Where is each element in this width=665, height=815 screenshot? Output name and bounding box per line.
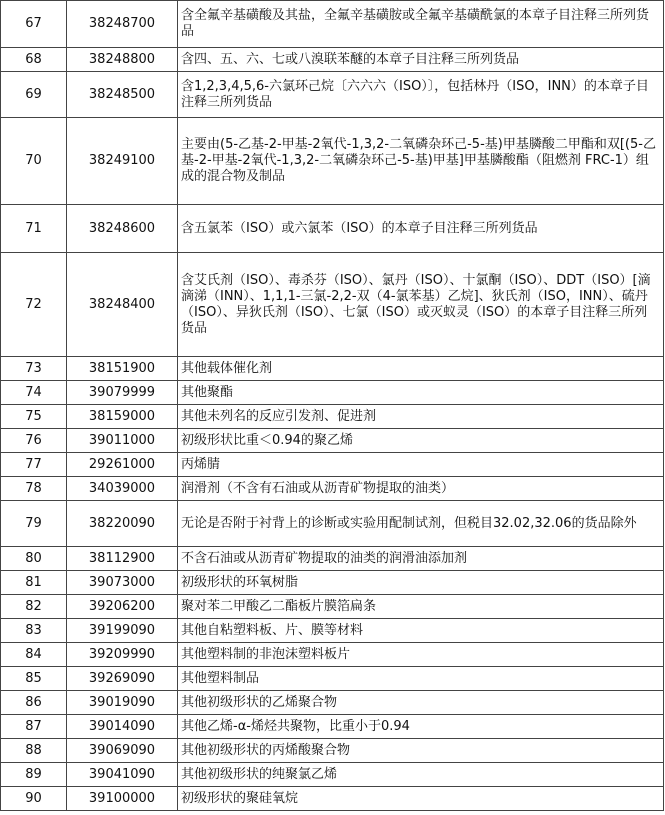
goods-description: 初级形状的环氧树脂 bbox=[178, 571, 664, 595]
hs-code: 38248600 bbox=[67, 205, 178, 253]
hs-code: 39100000 bbox=[67, 787, 178, 811]
row-number: 78 bbox=[1, 477, 67, 501]
goods-description: 含艾氏剂（ISO）、毒杀芬（ISO）、氯丹（ISO）、十氯酮（ISO）、DDT（ISO）[滴滴涕（INN）、1,1,1-三氯-2,2-双（4-氯苯基）乙烷]、狄氏剂（ISO，INN）、硫丹（ISO）、异狄氏剂（ISO）、七氯（ISO）或灭蚁灵（ISO）的本章子目注释三所列货品 bbox=[178, 253, 664, 357]
table-row bbox=[1, 205, 664, 253]
row-number: 76 bbox=[1, 429, 67, 453]
row-number: 84 bbox=[1, 643, 67, 667]
goods-description: 其他未列名的反应引发剂、促进剂 bbox=[178, 405, 664, 429]
table-row bbox=[1, 787, 664, 811]
table-row bbox=[1, 253, 664, 357]
hs-code: 39269090 bbox=[67, 667, 178, 691]
table-row bbox=[1, 571, 664, 595]
row-number: 85 bbox=[1, 667, 67, 691]
row-number: 73 bbox=[1, 357, 67, 381]
hs-code: 39073000 bbox=[67, 571, 178, 595]
table-row bbox=[1, 619, 664, 643]
table-row bbox=[1, 501, 664, 547]
table-row bbox=[1, 763, 664, 787]
row-number: 77 bbox=[1, 453, 67, 477]
goods-description: 其他自粘塑料板、片、膜等材料 bbox=[178, 619, 664, 643]
goods-description: 含五氯苯（ISO）或六氯苯（ISO）的本章子目注释三所列货品 bbox=[178, 205, 664, 253]
row-number: 88 bbox=[1, 739, 67, 763]
row-number: 67 bbox=[1, 1, 67, 48]
table-row bbox=[1, 691, 664, 715]
row-number: 71 bbox=[1, 205, 67, 253]
table-row bbox=[1, 381, 664, 405]
hs-code: 39011000 bbox=[67, 429, 178, 453]
hs-code: 38220090 bbox=[67, 501, 178, 547]
row-number: 70 bbox=[1, 118, 67, 205]
hs-code: 34039000 bbox=[67, 477, 178, 501]
goods-description: 其他初级形状的乙烯聚合物 bbox=[178, 691, 664, 715]
row-number: 75 bbox=[1, 405, 67, 429]
goods-description: 不含石油或从沥青矿物提取的油类的润滑油添加剂 bbox=[178, 547, 664, 571]
goods-description: 其他塑料制的非泡沫塑料板片 bbox=[178, 643, 664, 667]
table-row bbox=[1, 643, 664, 667]
table-row bbox=[1, 1, 664, 48]
hs-code: 38248700 bbox=[67, 1, 178, 48]
table-row bbox=[1, 667, 664, 691]
goods-description: 其他初级形状的纯聚氯乙烯 bbox=[178, 763, 664, 787]
row-number: 81 bbox=[1, 571, 67, 595]
hs-code: 39199090 bbox=[67, 619, 178, 643]
hs-code: 39069090 bbox=[67, 739, 178, 763]
hs-code: 39206200 bbox=[67, 595, 178, 619]
hs-code: 29261000 bbox=[67, 453, 178, 477]
hs-code: 38112900 bbox=[67, 547, 178, 571]
goods-description: 无论是否附于衬背上的诊断或实验用配制试剂，但税目32.02,32.06的货品除外 bbox=[178, 501, 664, 547]
row-number: 74 bbox=[1, 381, 67, 405]
row-number: 82 bbox=[1, 595, 67, 619]
table-row bbox=[1, 715, 664, 739]
goods-description: 含四、五、六、七或八溴联苯醚的本章子目注释三所列货品 bbox=[178, 48, 664, 72]
hs-code: 39209990 bbox=[67, 643, 178, 667]
goods-description: 其他载体催化剂 bbox=[178, 357, 664, 381]
row-number: 83 bbox=[1, 619, 67, 643]
table-row bbox=[1, 72, 664, 118]
table-row bbox=[1, 357, 664, 381]
table-row bbox=[1, 118, 664, 205]
hs-code: 38249100 bbox=[67, 118, 178, 205]
goods-description: 聚对苯二甲酸乙二酯板片膜箔扁条 bbox=[178, 595, 664, 619]
row-number: 68 bbox=[1, 48, 67, 72]
goods-description: 润滑剂（不含有石油或从沥青矿物提取的油类） bbox=[178, 477, 664, 501]
goods-description: 其他乙烯-α-烯烃共聚物，比重小于0.94 bbox=[178, 715, 664, 739]
table-row bbox=[1, 595, 664, 619]
hs-code: 39079999 bbox=[67, 381, 178, 405]
goods-description: 其他初级形状的丙烯酸聚合物 bbox=[178, 739, 664, 763]
hs-code: 39041090 bbox=[67, 763, 178, 787]
goods-description: 主要由(5-乙基-2-甲基-2氧代-1,3,2-二氧磷杂环己-5-基)甲基膦酸二甲酯和双[(5-乙基-2-甲基-2氧代-1,3,2-二氧磷杂环己-5-基)甲基]甲基膦酸酯（阻燃剂 FRC-1）组成的混合物及制品 bbox=[178, 118, 664, 205]
goods-description: 初级形状比重＜0.94的聚乙烯 bbox=[178, 429, 664, 453]
row-number: 72 bbox=[1, 253, 67, 357]
row-number: 80 bbox=[1, 547, 67, 571]
goods-description: 其他聚酯 bbox=[178, 381, 664, 405]
goods-description: 丙烯腈 bbox=[178, 453, 664, 477]
goods-description: 含全氟辛基磺酸及其盐，全氟辛基磺胺或全氟辛基磺酰氯的本章子目注释三所列货品 bbox=[178, 1, 664, 48]
row-number: 89 bbox=[1, 763, 67, 787]
row-number: 79 bbox=[1, 501, 67, 547]
hs-code: 38248500 bbox=[67, 72, 178, 118]
hs-code: 39019090 bbox=[67, 691, 178, 715]
hs-code: 39014090 bbox=[67, 715, 178, 739]
goods-description: 含1,2,3,4,5,6-六氯环己烷〔六六六（ISO）〕，包括林丹（ISO，INN）的本章子目注释三所列货品 bbox=[178, 72, 664, 118]
row-number: 86 bbox=[1, 691, 67, 715]
hs-code: 38151900 bbox=[67, 357, 178, 381]
table-row bbox=[1, 477, 664, 501]
table-row bbox=[1, 453, 664, 477]
hs-code: 38159000 bbox=[67, 405, 178, 429]
row-number: 69 bbox=[1, 72, 67, 118]
goods-description: 初级形状的聚硅氧烷 bbox=[178, 787, 664, 811]
table-row bbox=[1, 547, 664, 571]
table-row bbox=[1, 739, 664, 763]
hs-code: 38248400 bbox=[67, 253, 178, 357]
row-number: 90 bbox=[1, 787, 67, 811]
goods-description: 其他塑料制品 bbox=[178, 667, 664, 691]
table-row bbox=[1, 429, 664, 453]
row-number: 87 bbox=[1, 715, 67, 739]
hs-code: 38248800 bbox=[67, 48, 178, 72]
table-row bbox=[1, 48, 664, 72]
table-row bbox=[1, 405, 664, 429]
